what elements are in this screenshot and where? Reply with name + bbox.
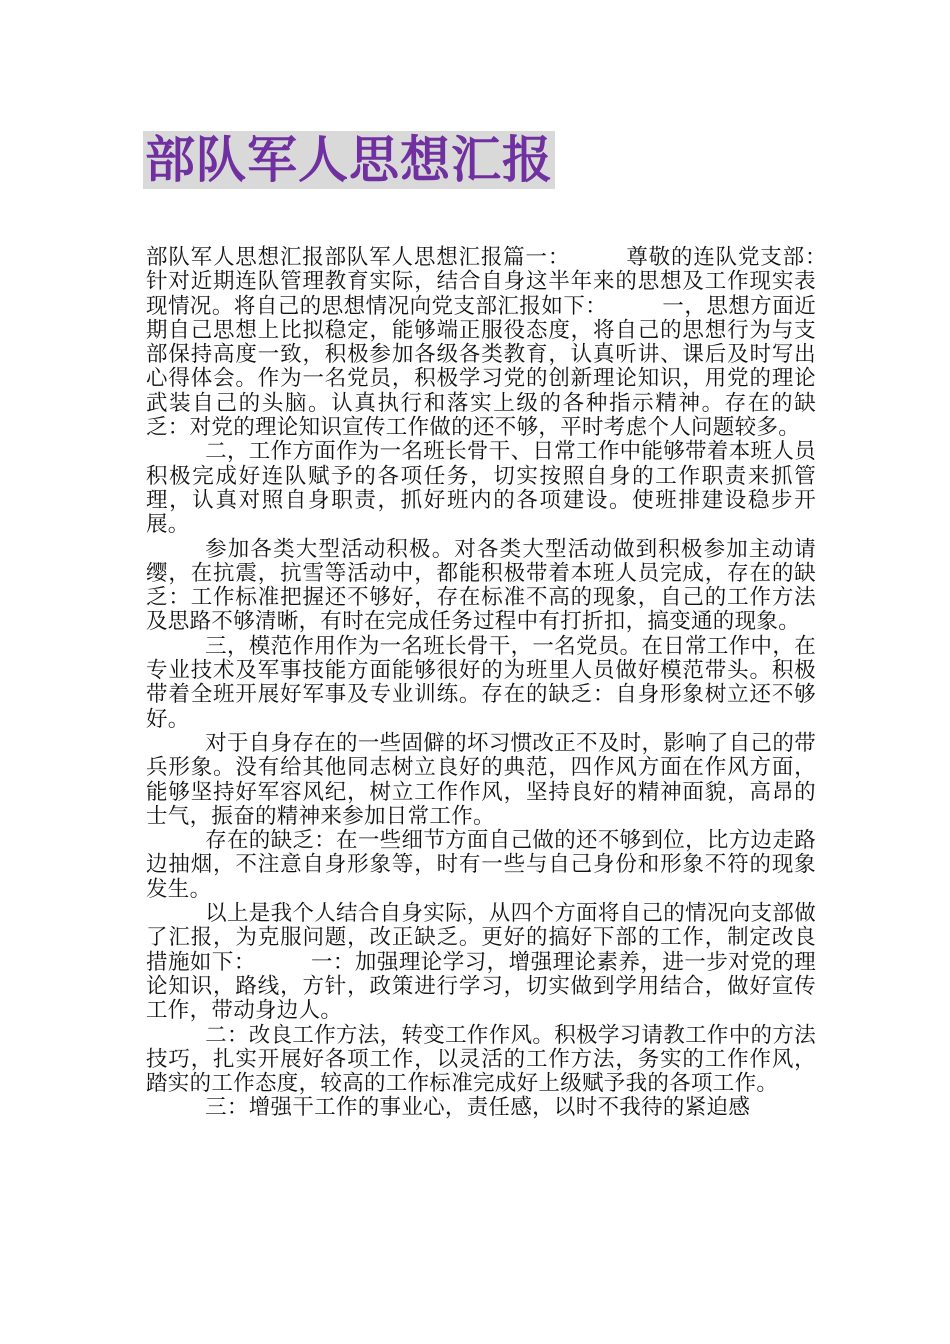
paragraph-summary: 以上是我个人结合自身实际，从四个方面将自己的情况向支部做了汇报，为克服问题，改正缺乏。更好的搞好下部的工作，制定改良措施如下： 一：加强理论学习，增强理论素养，进一步对党的理论知识，路线，方针，政策进行学习，切实做到学用结合，做好宣传工作，带动身边人。 [146,901,816,1024]
paragraph-responsibility: 三：增强干工作的事业心，责任感，以时不我待的紧迫感 [205,1095,751,1121]
paragraph-model-role: 三，模范作用作为一名班长骨干，一名党员。在日常工作中，在专业技术及军事技能方面能够很好的为班里人员做好模范带头。积极带着全班开展好军事及专业训练。存在的缺乏：自身形象树立还不够好。 [146,633,816,732]
paragraph-habits: 对于自身存在的一些固僻的坏习惯改正不及时，影响了自己的带兵形象。没有给其他同志树立良好的典范，四作风方面在作风方面，能够坚持好军容风纪，树立工作作风，坚持良好的精神面貌，高昂的士气，振奋的精神来参加日常工作。 [146,730,816,829]
paragraph-intro: 部队军人思想汇报部队军人思想汇报篇一： 尊敬的连队党支部： 针对近期连队管理教育实际，结合自身这半年来的思想及工作现实表现情况。将自己的思想情况向党支部汇报如下： 一，思想方面近期自己思想上比拟稳定，能够端正服役态度，将自己的思想行为与支部保持高度一致，积极参加各级各类教育，认真听讲、课后及时写出心得体会。作为一名党员，积极学习党的创新理论知识，用党的理论武装自己的头脑。认真执行和落实上级的各种指示精神。存在的缺乏：对党的理论知识宣传工作做的还不够，平时考虑个人问题较多。 [146,245,882,441]
document-body [146,245,882,1121]
title-highlight [143,131,555,189]
paragraph-work: 二，工作方面作为一名班长骨干、日常工作中能够带着本班人员积极完成好连队赋予的各项任务，切实按照自身的工作职责来抓管理，认真对照自身职责，抓好班内的各项建设。使班排建设稳步开展。 [146,439,816,538]
paragraph-shortcomings: 存在的缺乏：在一些细节方面自己做的还不够到位，比方边走路边抽烟，不注意自身形象等，时有一些与自己身份和形象不符的现象发生。 [146,828,816,902]
document-title: 部队军人思想汇报 [145,131,553,189]
paragraph-improve-methods: 二：改良工作方法，转变工作作风。积极学习请教工作中的方法技巧，扎实开展好各项工作，以灵活的工作方法，务实的工作作风，踏实的工作态度，较高的工作标准完成好上级赋予我的各项工作。 [146,1022,816,1097]
paragraph-activities: 参加各类大型活动积极。对各类大型活动做到积极参加主动请缨，在抗震，抗雪等活动中，都能积极带着本班人员完成，存在的缺乏：工作标准把握还不够好，存在标准不高的现象，自己的工作方法及思路不够清晰，有时在完成任务过程中有打折扣，搞变通的现象。 [146,536,816,635]
